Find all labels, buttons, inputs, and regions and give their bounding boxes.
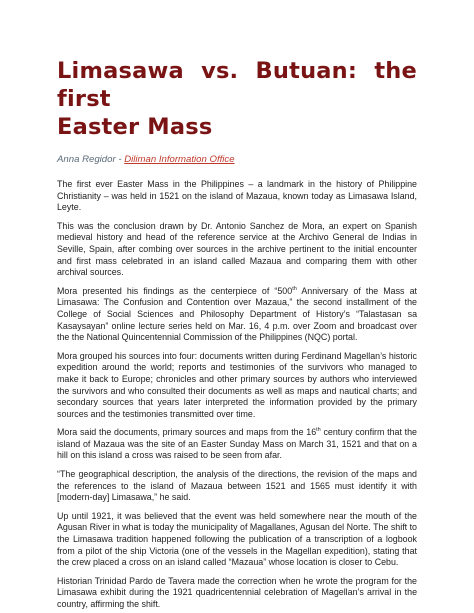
paragraph-3-part-a: Mora presented his findings as the centerpiece of “500 — [57, 285, 293, 296]
paragraph-1: The first ever Easter Mass in the Philippines – a landmark in the history of Philippine Christianity – was held in 1521 on the island of Mazaua, known today as Limasawa Island, Leyte. — [57, 179, 417, 213]
article-title-line2: Easter Mass — [57, 114, 213, 140]
paragraph-3-part-b: Anniversary of the Mass at Limasawa: The Confusion and Contention over Mazaua,” the second installment of the College of Social Sciences and Philosophy Department of History’s “Talastasan sa Kasaysayan” online lecture series held on Mar. 16, 4 p.m. over Zoom and broadcast over the the National Quincentennial Commission of the Philippines (NQC) portal. — [57, 285, 417, 343]
article-title-line1: Limasawa vs. Butuan: the first — [57, 58, 417, 112]
article-title — [57, 57, 417, 141]
byline — [57, 153, 417, 166]
paragraph-3 — [57, 286, 417, 344]
paragraph-5-part-b: century confirm that the island of Mazaua was the site of an Easter Sunday Mass on March 31, 1521 and that on a hill on this island a cross was raised to be seen from afar. — [57, 427, 417, 461]
paragraph-4: Mora grouped his sources into four: documents written during Ferdinand Magellan’s historic expedition around the world; reports and testimonies of the survivors who managed to make it back to Europe; chronicles and other primary sources by authors who interviewed the survivors and who consulted their documents as well as maps and nautical charts; and secondary sources that years later interpreted the information provided by the primary sources and the testimonies transmitted over time. — [57, 350, 417, 419]
byline-author: Anna Regidor - — [57, 154, 125, 165]
paragraph-2: This was the conclusion drawn by Dr. Antonio Sanchez de Mora, an expert on Spanish medieval history and head of the reference service at the Archivo General de Indias in Seville, Spain, after combing over sources in the archive pertinent to the initial encounter and first mass celebrated in an island called Mazaua and comparing them with other archival sources. — [57, 220, 417, 278]
paragraph-5 — [57, 427, 417, 462]
paragraph-7: Up until 1921, it was believed that the event was held somewhere near the mouth of the Agusan River in what is today the municipality of Magallanes, Agusan del Norte. The shift to the Limasawa tradition happened following the publication of a transcription of a logbook from a pilot of the ship Victoria (one of the vessels in the Magellan expedition), stating that the crew placed a cross on an island called “Mazaua” whose location is closer to Cebu. — [57, 510, 417, 568]
paragraph-5-superscript: th — [316, 427, 321, 434]
paragraph-5-part-a: Mora said the documents, primary sources and maps from the 16 — [57, 427, 317, 438]
paragraph-3-superscript: th — [292, 285, 297, 292]
paragraph-6: “The geographical description, the analysis of the directions, the revision of the maps and the references to the island of Mazaua between 1521 and 1565 must identify it with [modern-day] Limasawa,” he said. — [57, 469, 417, 503]
byline-office-link[interactable]: Diliman Information Office — [124, 154, 235, 165]
paragraph-8: Historian Trinidad Pardo de Tavera made the correction when he wrote the program for the Limasawa exhibit during the 1921 quadricentennial celebration of Magellan’s arrival in the country, affirming the shift. — [57, 575, 417, 609]
